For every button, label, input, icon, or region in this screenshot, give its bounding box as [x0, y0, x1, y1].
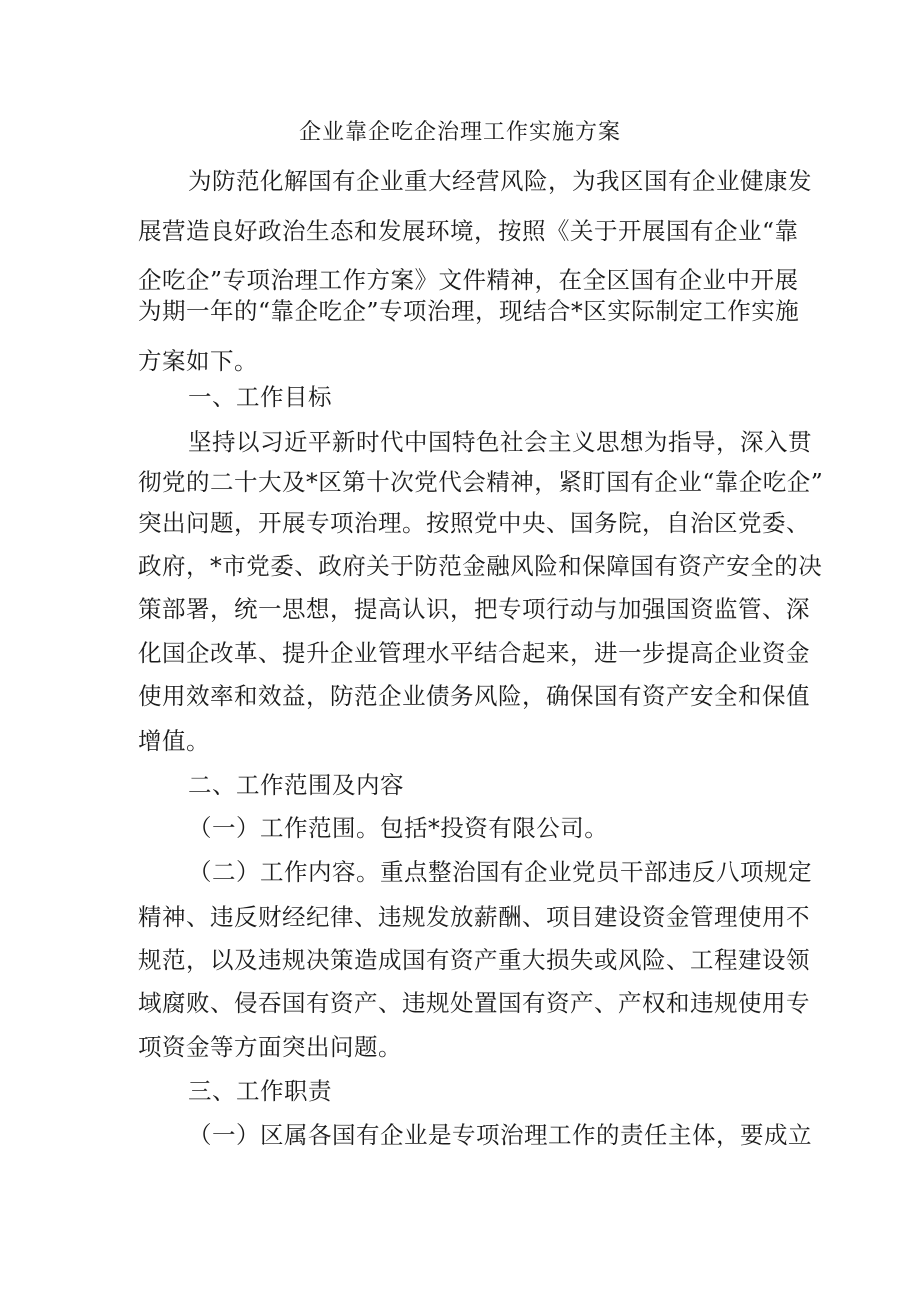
text-line: 坚持以习近平新时代中国特色社会主义思想为指导，深入贯 [188, 428, 812, 456]
text-line: 精神、违反财经纪律、违规发放薪酬、项目建设资金管理使用不 [138, 903, 810, 931]
section-heading: 一、工作目标 [188, 383, 332, 411]
text-line: 增值。 [138, 727, 210, 755]
text-line: 为防范化解国有企业重大经营风险，为我区国有企业健康发 [188, 167, 812, 195]
text-line: 方案如下。 [138, 347, 258, 375]
text-line: （一）工作范围。包括*投资有限公司。 [188, 814, 609, 842]
text-line: 策部署，统一思想，提高认识，把专项行动与加强国资监管、深 [138, 595, 810, 623]
text-line: 展营造良好政治生态和发展环境，按照《关于开展国有企业“靠 [138, 217, 799, 245]
text-line: 彻党的二十大及*区第十次党代会精神，紧盯国有企业“靠企吃企” [138, 468, 824, 496]
text-line: 企吃企”专项治理工作方案》文件精神，在全区国有企业中开展 [138, 266, 799, 294]
text-line: （二）工作内容。重点整治国有企业党员干部违反八项规定 [188, 858, 812, 886]
document-title: 企业靠企吃企治理工作实施方案 [298, 120, 621, 145]
section-heading: 二、工作范围及内容 [188, 771, 404, 799]
text-line: 规范，以及违规决策造成国有资产重大损失或风险、工程建设领 [138, 946, 810, 974]
text-line: 项资金等方面突出问题。 [138, 1033, 402, 1061]
text-line: 为期一年的“靠企吃企”专项治理，现结合*区实际制定工作实施 [138, 297, 800, 325]
section-heading: 三、工作职责 [188, 1077, 332, 1105]
text-line: 突出问题，开展专项治理。按照党中央、国务院，自治区党委、 [138, 509, 810, 537]
text-line: 域腐败、侵吞国有资产、违规处置国有资产、产权和违规使用专 [138, 989, 810, 1017]
text-line: 政府，*市党委、政府关于防范金融风险和保障国有资产安全的决 [138, 552, 823, 580]
text-line: 化国企改革、提升企业管理水平结合起来，进一步提高企业资金 [138, 639, 810, 667]
text-line: 使用效率和效益，防范企业债务风险，确保国有资产安全和保值 [138, 682, 810, 710]
text-line: （一）区属各国有企业是专项治理工作的责任主体，要成立 [188, 1121, 812, 1149]
